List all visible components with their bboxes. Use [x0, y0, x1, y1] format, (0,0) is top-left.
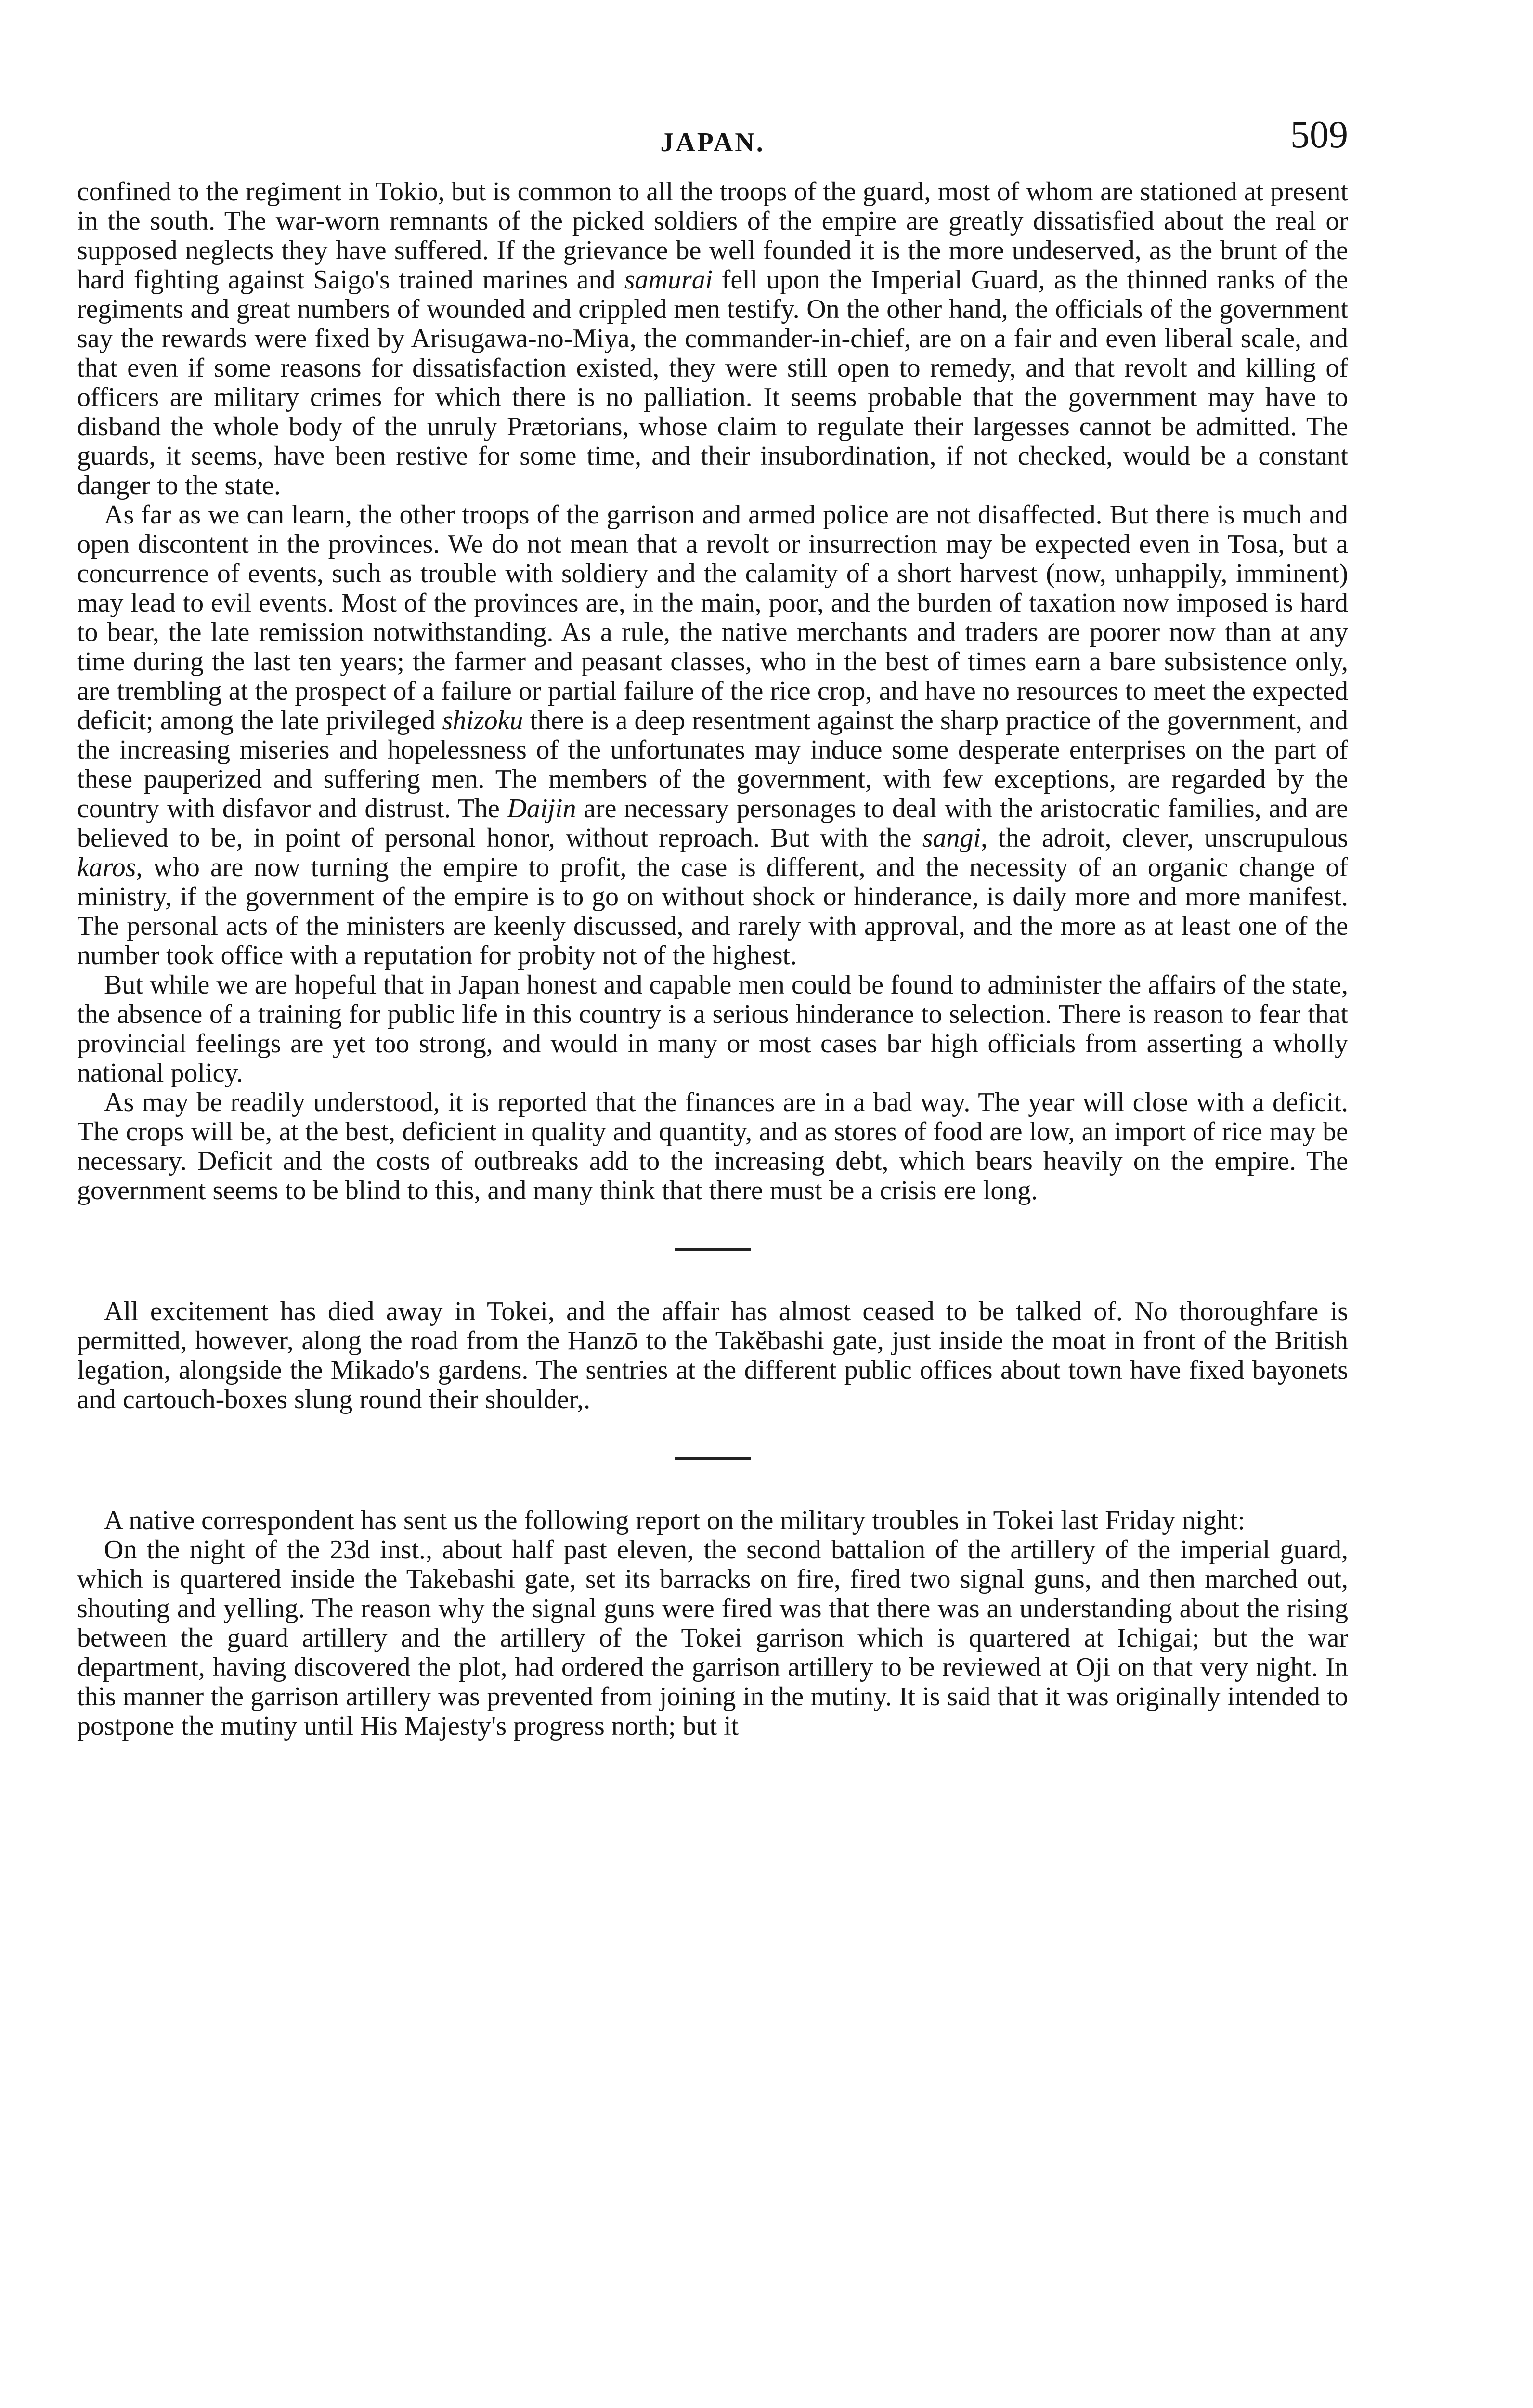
italic-term-karos: karos	[77, 852, 136, 882]
document-page	[77, 116, 1348, 2408]
page-number: 509	[1290, 116, 1348, 156]
text-run: confined to the regiment in Tokio, but is common to all the troops of the guard, most of whom are stationed at present in the south. The war-worn remnants of the picked soldiers of the empire are greatly dissatisfied about the real or supposed neglects they have suffered. If the grievance be well founded it is the more undeserved, as the brunt of the hard fighting against Saigo's trained marines and	[77, 177, 1348, 295]
text-run: , who are now turning the empire to profit, the case is different, and the necessity of an organic change of ministry, if the government of the empire is to go on without shock or hinderance, is daily more and more manifest. The personal acts of the ministers are keenly discussed, and rarely with approval, and the more as at least one of the number took office with a reputation for probity not of the highest.	[77, 852, 1348, 970]
text-run: are necessary personages to deal with the aristocratic families, and are believed to be, in point of personal honor, without reproach. But with the	[77, 794, 1348, 853]
text-run: fell upon the Imperial Guard, as the thinned ranks of the regiments and great numbers of wounded and crippled men testify. On the other hand, the officials of the government say the rewards were fixed by Arisugawa-no-Miya, the commander-in-chief, are on a fair and even liberal scale, and that even if some reasons for dissatisfaction existed, they were still open to remedy, and that revolt and killing of officers are military crimes for which there is no palliation. It seems probable that the government may have to disband the whole body of the unruly Prætorians, whose claim to regulate their largesses cannot be admitted. The guards, it seems, have been restive for some time, and their insubordination, if not checked, would be a constant danger to the state.	[77, 265, 1348, 500]
body-text	[77, 177, 1348, 1741]
italic-term-shizoku: shizoku	[442, 706, 523, 735]
text-run: As far as we can learn, the other troops of the garrison and armed police are not disaffected. But there is much and open discontent in the provinces. We do not mean that a revolt or insurrection may be expected even in Tosa, but a concurrence of events, such as trouble with soldiery and the calamity of a short harvest (now, unhappily, imminent) may lead to evil events. Most of the provinces are, in the main, poor, and the burden of taxation now imposed is hard to bear, the late remission notwithstanding. As a rule, the native merchants and traders are poorer now than at any time during the last ten years; the farmer and peasant classes, who in the best of times earn a bare subsistence only, are trembling at the prospect of a failure or partial failure of the rice crop, and have no resources to meet the expected deficit; among the late privileged	[77, 500, 1348, 735]
italic-term-daijin: Daijin	[507, 794, 576, 824]
paragraph-finances: As may be readily understood, it is reported that the finances are in a bad way. The year will close with a deficit. The crops will be, at the best, deficient in quality and quantity, and as stores of food are low, an import of rice may be necessary. Deficit and the costs of outbreaks add to the increasing debt, which bears heavily on the empire. The government seems to be blind to this, and many think that there must be a crisis ere long.	[77, 1087, 1348, 1205]
paragraph-public-life: But while we are hopeful that in Japan honest and capable men could be found to administer the affairs of the state, the absence of a training for public life in this country is a serious hinderance to selection. There is reason to fear that provincial feelings are yet too strong, and would in many or most cases bar high officials from asserting a wholly national policy.	[77, 970, 1348, 1088]
text-run: there is a deep resentment against the sharp practice of the government, and the increasing miseries and hopelessness of the unfortunates may induce some desperate enterprises on the part of these pauperized and suffering men. The members of the government, with few exceptions, are regarded by the country with disfavor and distrust. The	[77, 706, 1348, 824]
paragraph-mutiny-report: On the night of the 23d inst., about half past eleven, the second battalion of the artillery of the imperial guard, which is quartered inside the Takebashi gate, set its barracks on fire, fired two signal guns, and then marched out, shouting and yelling. The reason why the signal guns were fired was that there was an understanding about the rising between the guard artillery and the artillery of the Tokei garrison which is quartered at Ichigai; but the war department, having discovered the plot, had ordered the garrison artillery to be reviewed at Oji on that very night. In this manner the garrison artillery was prevented from joining in the mutiny. It is said that it was originally intended to postpone the mutiny until His Majesty's progress north; but it	[77, 1535, 1348, 1741]
paragraph-provincial-discontent	[77, 500, 1348, 970]
paragraph-tokei-calm: All excitement has died away in Tokei, and the affair has almost ceased to be talked of. No thoroughfare is permitted, however, along the road from the Hanzō to the Takĕbashi gate, just inside the moat in front of the British legation, alongside the Mikado's gardens. The sentries at the different public offices about town have fixed bayonets and cartouch-boxes slung round their shoulder,.	[77, 1296, 1348, 1414]
italic-term-sangi: sangi	[922, 823, 981, 853]
running-title: JAPAN.	[660, 128, 765, 157]
running-head	[77, 116, 1348, 169]
section-divider	[675, 1457, 751, 1460]
paragraph-guard-grievances	[77, 177, 1348, 500]
italic-term-samurai: samurai	[624, 265, 713, 295]
paragraph-correspondent-intro: A native correspondent has sent us the following report on the military troubles in Tokei last Friday night:	[104, 1505, 1245, 1535]
text-run: , the adroit, clever, unscrupulous	[981, 823, 1348, 853]
section-divider	[675, 1248, 751, 1251]
